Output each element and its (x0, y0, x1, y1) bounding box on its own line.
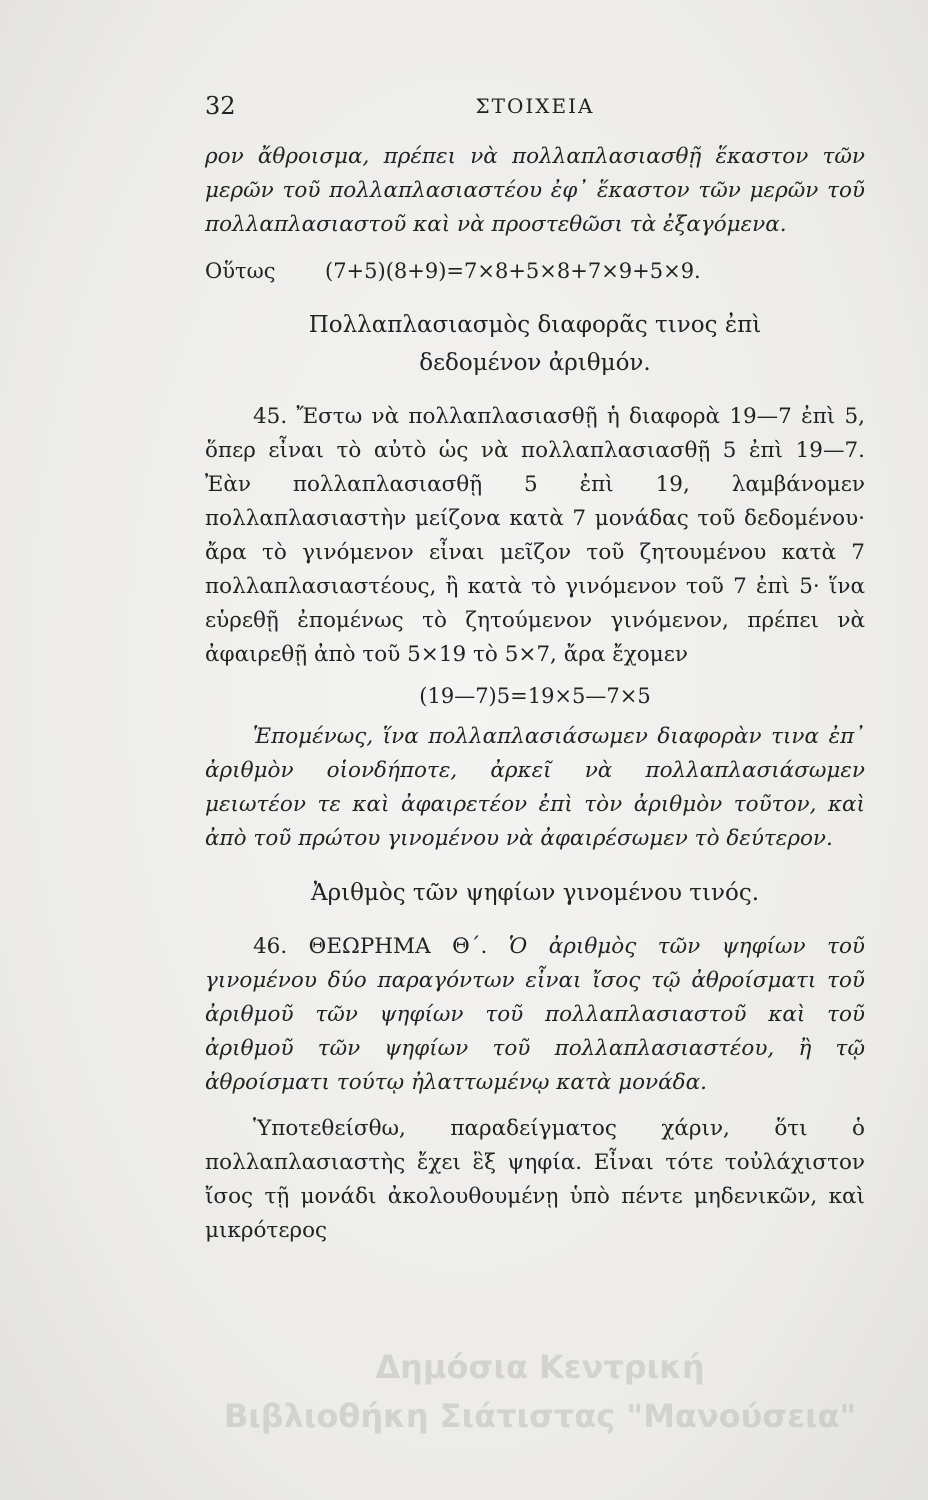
section-heading-1b: δεδομένον ἀριθμόν. (419, 350, 651, 376)
formula-2: (19—7)5=19×5—7×5 (419, 684, 651, 708)
library-watermark-line-1: Δημόσια Κεντρική (375, 1348, 705, 1386)
section-heading-1a: Πολλαπλασιασμὸς διαφορᾶς τινος ἐπὶ (308, 312, 762, 338)
page-header (205, 92, 865, 122)
theorem-text: Ὁ ἀριθμὸς τῶν ψηφίων τοῦ γινομένου δύο παραγόντων εἶναι ἴσος τῷ ἀθροίσματι τοῦ ἀριθμοῦ τῶν ψηφίων τοῦ πολλαπλασιαστοῦ καὶ τοῦ ἀριθμοῦ τῶν ψηφίων τοῦ πολλαπλασιαστέου, ἢ τῷ ἀθροίσματι τούτῳ ἠλαττωμένῳ κατὰ μονάδα. (205, 934, 865, 1095)
theorem-label: 46. ΘΕΩΡΗΜΑ Θ΄. (253, 934, 488, 959)
paragraph-1: ρον ἄθροισμα, πρέπει νὰ πολλαπλασιασθῇ ἕκαστον τῶν μερῶν τοῦ πολλαπλασιαστέου ἐφ᾽ ἕκαστον τῶν μερῶν τοῦ πολλαπλασιαστοῦ καὶ νὰ προστεθῶσι τὰ ἐξαγόμενα. (205, 144, 865, 237)
paragraph-2: 45. Ἔστω νὰ πολλαπλασιασθῇ ἡ διαφορὰ 19—7 ἐπὶ 5, ὅπερ εἶναι τὸ αὐτὸ ὡς νὰ πολλαπλασιασθῇ 5 ἐπὶ 19—7. Ἐὰν πολλαπλασιασθῇ 5 ἐπὶ 19, λαμβάνομεν πολλαπλασιαστὴν μείζονα κατὰ 7 μονάδας τοῦ δεδομένου· ἄρα τὸ γινόμενον εἶναι μεῖζον τοῦ ζητουμένου κατὰ 7 πολλαπλασιαστέους, ἢ κατὰ τὸ γινόμενον τοῦ 7 ἐπὶ 5· ἵνα εὑρεθῇ ἐπομένως τὸ ζητούμενον γινόμενον, πρέπει νὰ ἀφαιρεθῇ ἀπὸ τοῦ 5×19 τὸ 5×7, ἄρα ἔχομεν (205, 404, 865, 667)
paragraph-4 (205, 930, 865, 1100)
formula-1-expression: (7+5)(8+9)=7×8+5×8+7×9+5×9. (325, 259, 701, 283)
formula-1 (205, 254, 865, 288)
paragraph-3: Ἑπομένως, ἵνα πολλαπλασιάσωμεν διαφορὰν τινα ἐπ᾽ ἀριθμὸν οἱονδήποτε, ἀρκεῖ νὰ πολλαπλασιάσωμεν μειωτέον τε καὶ ἀφαιρετέον ἐπὶ τὸν ἀριθμὸν τοῦτον, καὶ ἀπὸ τοῦ πρώτου γινομένου νὰ ἀφαιρέσωμεν τὸ δεύτερον. (205, 724, 865, 851)
section-heading-2: Ἀριθμὸς τῶν ψηφίων γινομένου τινός. (310, 880, 760, 906)
library-watermark-line-2: Βιβλιοθήκη Σιάτιστας "Μανούσεια" (223, 1397, 857, 1435)
page-body (205, 140, 865, 1248)
paragraph-5: Ὑποτεθείσθω, παραδείγματος χάριν, ὅτι ὁ πολλαπλασιαστὴς ἔχει ἓξ ψηφία. Εἶναι τότε τοὐλάχιστον ἴσος τῇ μονάδι ἀκολουθουμένῃ ὑπὸ πέντε μηδενικῶν, καὶ μικρότερος (205, 1116, 865, 1243)
running-title: ΣΤΟΙΧΕΙΑ (475, 94, 595, 118)
formula-1-label: Οὕτως (205, 259, 276, 283)
page-number: 32 (205, 92, 236, 120)
